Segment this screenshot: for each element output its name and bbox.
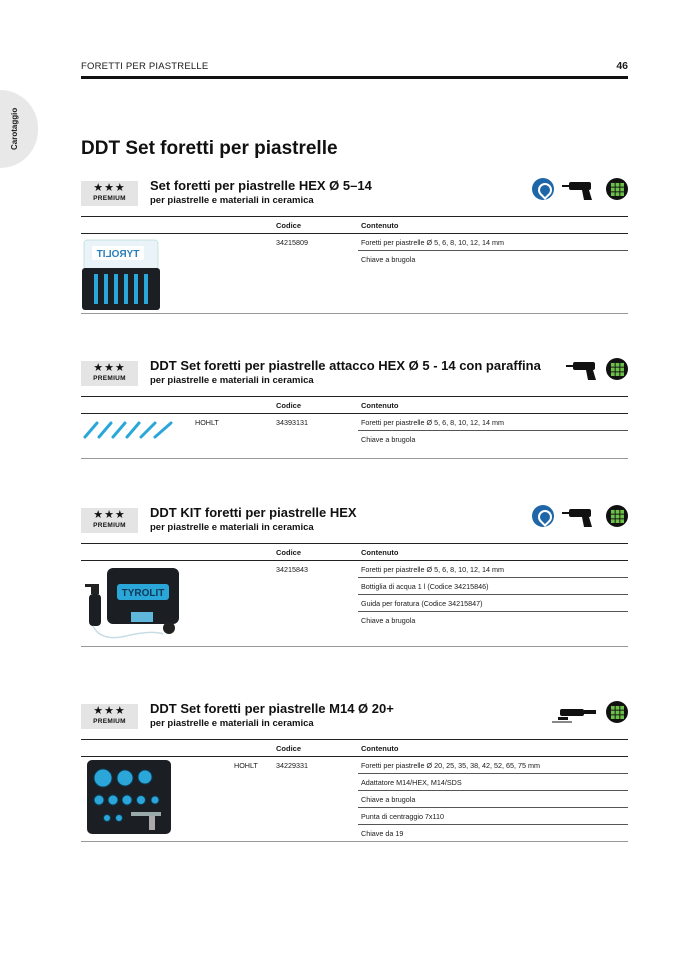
product-image-kit <box>81 564 181 644</box>
tile-material-icon <box>606 178 628 200</box>
code-cell: 34215843 <box>276 565 308 574</box>
code-cell: 34215809 <box>276 238 308 247</box>
column-content-header: Contenuto <box>361 548 399 557</box>
chapter-side-tab <box>0 90 38 168</box>
page-header <box>81 61 628 79</box>
column-content-header: Contenuto <box>361 744 399 753</box>
premium-label: PREMIUM <box>93 522 126 529</box>
content-cell: Foretti per piastrelle Ø 5, 6, 8, 10, 12, 14 mm <box>361 418 505 427</box>
section-title: DDT Set foretti per piastrelle M14 Ø 20+ <box>150 701 394 716</box>
product-table <box>81 216 628 268</box>
page-title: DDT Set foretti per piastrelle <box>81 138 338 159</box>
drill-machine-icon <box>562 505 596 527</box>
content-cell: Foretti per piastrelle Ø 5, 6, 8, 10, 12, 14 mm <box>361 565 505 574</box>
section-subtitle: per piastrelle e materiali in ceramica <box>150 375 314 386</box>
product-image-m14-set <box>87 760 171 834</box>
content-cell: Guida per foratura (Codice 34215847) <box>361 599 483 608</box>
section-title: DDT Set foretti per piastrelle attacco HEX Ø 5 - 14 con paraffina <box>150 358 541 373</box>
column-content-header: Contenuto <box>361 221 399 230</box>
application-icons <box>532 178 628 204</box>
content-cell: Chiave a brugola <box>361 616 416 625</box>
water-cooling-icon <box>532 505 554 527</box>
code-cell: 34393131 <box>276 418 308 427</box>
section-subtitle: per piastrelle e materiali in ceramica <box>150 522 314 533</box>
application-icons <box>566 358 628 384</box>
angle-grinder-icon <box>552 701 598 723</box>
table-header <box>81 544 628 561</box>
type-cell: HOHLT <box>195 418 219 427</box>
water-cooling-icon <box>532 178 554 200</box>
section-subtitle: per piastrelle e materiali in ceramica <box>150 718 314 729</box>
content-cell: Chiave a brugola <box>361 435 416 444</box>
content-cell: Adattatore M14/HEX, M14/SDS <box>361 778 462 787</box>
section-bottom-rule <box>81 313 628 314</box>
rating-stars: ★★★ <box>93 362 126 374</box>
column-code-header: Codice <box>276 221 302 230</box>
content-cell: Chiave a brugola <box>361 255 416 264</box>
case-logo: TYROLIT <box>96 249 140 260</box>
content-cell: Chiave da 19 <box>361 829 404 838</box>
column-content-header: Contenuto <box>361 401 399 410</box>
chapter-side-tab-label: Carotaggio <box>10 107 19 150</box>
product-image-hex-set <box>82 238 160 310</box>
drill-machine-icon <box>566 358 600 380</box>
drill-machine-icon <box>562 178 596 200</box>
tile-material-icon <box>606 358 628 380</box>
premium-badge <box>81 361 138 386</box>
application-icons <box>532 505 628 531</box>
table-header <box>81 740 628 757</box>
premium-label: PREMIUM <box>93 718 126 725</box>
table-row <box>81 234 628 251</box>
product-image-hex-bits <box>83 417 173 441</box>
tile-material-icon <box>606 701 628 723</box>
rating-stars: ★★★ <box>93 182 126 194</box>
premium-badge <box>81 508 138 533</box>
application-icons <box>552 701 628 727</box>
tile-material-icon <box>606 505 628 527</box>
page-number: 46 <box>616 60 628 72</box>
section-bottom-rule <box>81 646 628 647</box>
table-header <box>81 397 628 414</box>
section-title: Set foretti per piastrelle HEX Ø 5–14 <box>150 178 372 193</box>
case-logo: TYROLIT <box>121 588 165 599</box>
content-cell: Chiave a brugola <box>361 795 416 804</box>
table-header <box>81 217 628 234</box>
section-bottom-rule <box>81 841 628 842</box>
rating-stars: ★★★ <box>93 705 126 717</box>
premium-badge <box>81 704 138 729</box>
table-row <box>81 251 628 268</box>
column-code-header: Codice <box>276 401 302 410</box>
header-title: FORETTI PER PIASTRELLE <box>81 61 209 72</box>
section-title: DDT KIT foretti per piastrelle HEX <box>150 505 357 520</box>
premium-badge <box>81 181 138 206</box>
type-cell: HOHLT <box>234 761 258 770</box>
section-subtitle: per piastrelle e materiali in ceramica <box>150 195 314 206</box>
column-code-header: Codice <box>276 548 302 557</box>
content-cell: Punta di centraggio 7x110 <box>361 812 444 821</box>
content-cell: Bottiglia di acqua 1 l (Codice 34215846) <box>361 582 489 591</box>
rating-stars: ★★★ <box>93 509 126 521</box>
premium-label: PREMIUM <box>93 375 126 382</box>
code-cell: 34229331 <box>276 761 308 770</box>
section-bottom-rule <box>81 458 628 459</box>
column-code-header: Codice <box>276 744 302 753</box>
content-cell: Foretti per piastrelle Ø 5, 6, 8, 10, 12, 14 mm <box>361 238 505 247</box>
premium-label: PREMIUM <box>93 195 126 202</box>
content-cell: Foretti per piastrelle Ø 20, 25, 35, 38, 42, 52, 65, 75 mm <box>361 761 540 770</box>
